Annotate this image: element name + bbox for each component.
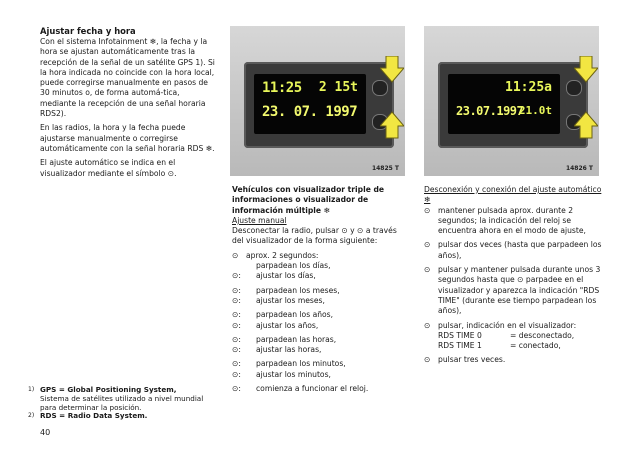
lcd-screen (448, 74, 560, 134)
step-row (232, 271, 404, 281)
item-text: pulsar, indicación en el visualizador: (438, 320, 577, 330)
rds-value: = conectado, (510, 341, 561, 351)
clock-icon: ⊙: (232, 295, 241, 305)
right-column (424, 185, 602, 366)
footnote-2 (28, 412, 218, 421)
column-heading: Vehículos con visualizador triple de informaciones o visualizador de información múltiple ❄ (232, 185, 385, 215)
footnote-term: GPS = Global Positioning System, (40, 385, 177, 394)
step-text: parpadean los años, (256, 310, 334, 320)
clock-icon: ⊙: (232, 384, 241, 394)
step-row (232, 261, 404, 271)
step-row (232, 286, 404, 296)
clock-icon: ⊙: (232, 369, 241, 379)
step-text: comienza a funcionar el reloj. (256, 384, 369, 394)
step-text: ajustar los meses, (256, 295, 325, 305)
display-photo-1 (230, 26, 405, 176)
step-row (232, 370, 404, 380)
photo-label: 14826 T (565, 165, 593, 172)
step-row (232, 321, 404, 331)
step-text: parpadean las horas, (256, 334, 337, 344)
footnote-mark: 1) (28, 386, 35, 393)
step-row (232, 359, 404, 369)
item-text: mantener pulsada aprox. durante 2 segundos; la indicación del reloj se encuentra ahora en el modo de ajuste, (438, 205, 586, 236)
list-item (424, 206, 602, 237)
clock-icon: ⊙ (424, 265, 431, 275)
rds-value-row (424, 331, 602, 341)
step-row (232, 345, 404, 355)
step-text: ajustar los días, (256, 271, 316, 281)
middle-column (232, 185, 404, 394)
clock-icon: ⊙: (232, 334, 241, 344)
step-row (232, 310, 404, 320)
step-row (232, 251, 404, 261)
yellow-arrows-icon (574, 56, 598, 156)
footnote-desc: Sistema de satélites utilizado a nivel mundial para determinar la posición. (40, 393, 204, 412)
step-row (232, 335, 404, 345)
page-number: 40 (40, 428, 51, 437)
display-photo-2 (424, 26, 599, 176)
lcd-temp: 21.0t (518, 104, 552, 117)
step-text: ajustar los años, (256, 320, 319, 330)
step-text: ajustar los minutos, (256, 369, 331, 379)
column-subheading: Ajuste manual (232, 215, 287, 225)
clock-icon (232, 261, 256, 271)
symbol-paragraph: El ajuste automático se indica en el visualizador mediante el símbolo ⊙. (40, 158, 177, 178)
step-text: aprox. 2 segundos: (246, 250, 319, 260)
step-text: parpadean los días, (256, 261, 331, 271)
list-item (424, 265, 602, 316)
footnote-term: RDS = Radio Data System. (40, 411, 148, 421)
display-frame (244, 62, 394, 148)
rds-value: = desconectado, (510, 330, 575, 340)
step-row (232, 384, 404, 394)
footnotes (28, 386, 218, 421)
clock-icon: ⊙: (232, 310, 241, 320)
item-text: pulsar dos veces (hasta que parpadeen los años), (438, 240, 602, 260)
clock-icon: ⊙ (424, 355, 431, 365)
lcd-screen (254, 74, 366, 134)
lcd-time: 11:25a (505, 80, 552, 95)
instructions-intro: Desconectar la radio, pulsar ⊙ y ⊙ a través del visualizador de la forma siguiente: (232, 226, 397, 246)
lcd-date: 23. 07. 1997 (262, 104, 358, 120)
footnote-1 (28, 386, 218, 412)
clock-icon: ⊙: (232, 320, 241, 330)
column-heading: Desconexión y conexión del ajuste automático ❄ (424, 185, 602, 205)
clock-icon: ⊙: (232, 271, 241, 281)
step-text: ajustar las horas, (256, 345, 322, 355)
step-text: parpadean los minutos, (256, 359, 346, 369)
yellow-arrows-icon (380, 56, 404, 156)
lcd-temp: 2 15t (318, 80, 358, 95)
lcd-date: 23.07.1997 (456, 104, 524, 118)
lcd-time: 11:25 (262, 80, 302, 96)
item-text: pulsar tres veces. (438, 355, 506, 365)
clock-icon: ⊙ (424, 320, 431, 330)
clock-icon: ⊙: (232, 359, 241, 369)
footnote-mark: 2) (28, 412, 35, 420)
list-item (424, 355, 602, 365)
display-frame (438, 62, 588, 148)
clock-icon: ⊙: (232, 285, 241, 295)
clock-icon: ⊙ (424, 240, 431, 250)
left-column (40, 26, 215, 183)
list-item (424, 240, 602, 261)
rds-key: RDS TIME 1 (438, 341, 482, 351)
radio-paragraph: En las radios, la hora y la fecha puede ajustarse manualmente o corregirse automáticamente con la señal horaria RDS ❄. (40, 123, 215, 153)
step-row (232, 296, 404, 306)
intro-paragraph: Con el sistema Infotainment ❄, la fecha y la hora se ajustan automáticamente tras la recepción de la señal de un satélite GPS 1). Si la hora indicada no coincide con la hora local, puede corregirse manualmente en pasos de 30 minutos o, de forma automá-tica, mediante la recepción de una señal horaria RDS2). (40, 37, 215, 119)
list-item (424, 321, 602, 331)
clock-icon: ⊙: (232, 345, 241, 355)
rds-value-row (424, 341, 602, 351)
section-title: Ajustar fecha y hora (40, 26, 136, 36)
item-text: pulsar y mantener pulsada durante unos 3 segundos hasta que ⊙ parpadee en el visualizador y aparezca la indicación "RDS TIME" (durante ese tiempo parpadean los años), (438, 265, 601, 316)
clock-icon: ⊙ (232, 250, 239, 260)
clock-icon: ⊙ (424, 205, 431, 215)
step-text: parpadean los meses, (256, 285, 340, 295)
rds-key: RDS TIME 0 (438, 330, 482, 340)
photo-label: 14825 T (371, 165, 399, 172)
